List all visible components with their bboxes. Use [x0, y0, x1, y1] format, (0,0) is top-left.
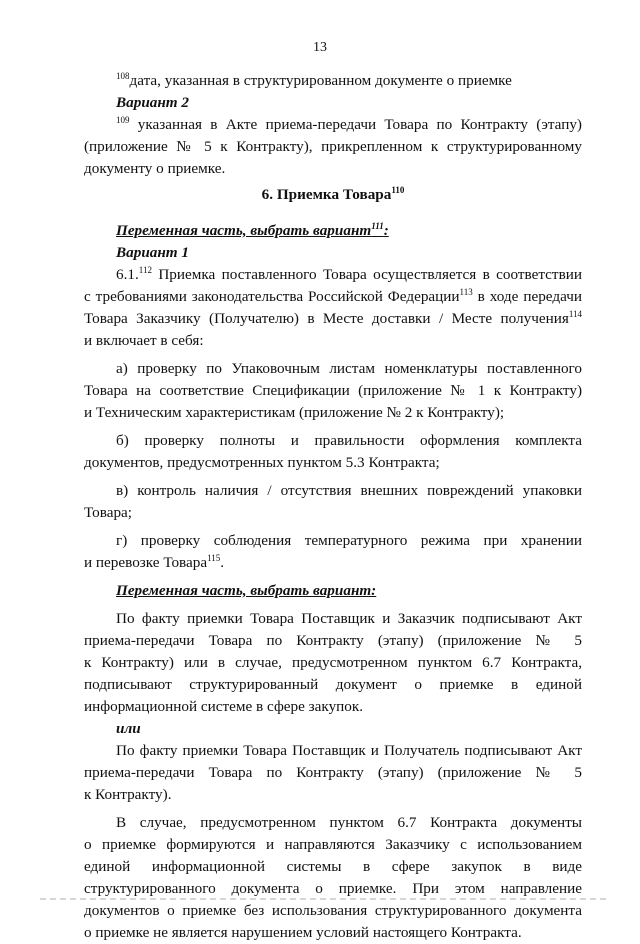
paragraph-line: информационной системе в сфере закупок. — [84, 698, 364, 715]
list-line: г) проверку соблюдения температурного режима при хранении — [116, 532, 582, 549]
section-heading — [84, 184, 582, 206]
clause-line — [84, 308, 582, 330]
footnote-ref: 111 — [371, 220, 384, 231]
footnote-line: документу о приемке. — [84, 160, 226, 177]
list-item-g — [84, 530, 582, 574]
footnote-number: 108 — [116, 70, 130, 81]
paragraph-line: единой информационной системы в сфере закупок в виде — [84, 858, 582, 875]
list-line — [84, 552, 582, 574]
paragraph-line: В случае, предусмотренном пунктом 6.7 Контракта документы — [116, 814, 582, 831]
clause-line — [84, 264, 582, 286]
paragraph-line: о приемке не является нарушением условий настоящего Контракта. — [84, 924, 522, 941]
footnote-ref: 115 — [207, 552, 221, 563]
paragraph-line: приема-передачи Товара по Контракту (этапу) (приложение № 5 — [84, 764, 582, 781]
clause-line: и включает в себя: — [84, 332, 204, 349]
paragraph-line: приема-передачи Товара по Контракту (этапу) (приложение № 5 — [84, 632, 582, 649]
list-line: и Техническим характеристикам (приложение № 2 к Контракту); — [84, 404, 505, 421]
section-title: 6. Приемка Товара — [261, 186, 392, 203]
footnote-ref: 112 — [138, 264, 152, 275]
variable-part-heading-2: Переменная часть, выбрать вариант: — [116, 582, 377, 599]
paragraph-line: подписывают структурированный документ о приемке в единой — [84, 676, 582, 693]
variable-part-text: Переменная часть, выбрать вариант — [116, 222, 372, 239]
clause-text: Товара Заказчику (Получателю) в Месте доставки / Месте получения — [84, 310, 569, 327]
list-text: и перевозке Товара — [84, 554, 208, 571]
variant-1-label: Вариант 1 — [116, 244, 189, 261]
clause-text: Приемка поставленного Товара осуществляется в соответствии — [151, 266, 582, 283]
clause-number: 6.1. — [116, 266, 139, 283]
section-footnote-ref: 110 — [391, 184, 405, 195]
paragraph-line: структурированного документа о приемке. При этом направление — [84, 880, 582, 897]
list-line: б) проверку полноты и правильности оформления комплекта — [116, 432, 582, 449]
list-item-v — [84, 480, 582, 524]
list-item-b — [84, 430, 582, 474]
paragraph-line: По факту приемки Товара Поставщик и Получатель подписывают Акт — [116, 742, 582, 759]
list-text: . — [220, 554, 225, 571]
footnote-108 — [84, 70, 582, 92]
list-line: документов, предусмотренных пунктом 5.3 Контракта; — [84, 454, 440, 471]
paragraph-line: По факту приемки Товара Поставщик и Заказчик подписывают Акт — [116, 610, 582, 627]
paragraph-acceptance-customer — [84, 608, 582, 718]
footnote-ref: 113 — [459, 286, 473, 297]
paragraph-structured-document — [84, 812, 582, 944]
list-line: а) проверку по Упаковочным листам номенклатуры поставленного — [116, 360, 582, 377]
scan-edge — [40, 898, 610, 900]
variable-part-colon: : — [383, 222, 389, 239]
footnote-line — [84, 114, 582, 136]
paragraph-line: документов о приемке без использования структурированного документа — [84, 902, 582, 919]
paragraph-acceptance-recipient — [84, 740, 582, 806]
paragraph-line: к Контракту). — [84, 786, 172, 803]
paragraph-line: к Контракту) или в случае, предусмотренном пунктом 6.7 Контракта, — [84, 654, 582, 671]
footnote-text: дата, указанная в структурированном документе о приемке — [129, 72, 512, 89]
footnote-line: (приложение № 5 к Контракту), прикрепленном к структурированному — [84, 138, 582, 155]
paragraph-line: о приемке формируются и направляются Заказчику с использованием — [84, 836, 582, 853]
clause-line — [84, 286, 582, 308]
clause-text: в ходе передачи — [472, 288, 582, 305]
variable-part-heading — [84, 220, 582, 242]
list-line: в) контроль наличия / отсутствия внешних повреждений упаковки — [116, 482, 582, 499]
clause-text: с требованиями законодательства Российской Федерации — [84, 288, 460, 305]
list-line: Товара; — [84, 504, 132, 521]
footnote-text: указанная в Акте приема-передачи Товара по Контракту (этапу) — [129, 116, 582, 133]
clause-6-1 — [84, 264, 582, 352]
variant-2-label: Вариант 2 — [116, 94, 189, 111]
footnote-number: 109 — [116, 114, 130, 125]
page-number: 13 — [313, 40, 327, 55]
or-label: или — [116, 720, 141, 737]
list-line: Товара на соответствие Спецификации (приложение № 1 к Контракту) — [84, 382, 582, 399]
footnote-ref: 114 — [568, 308, 582, 319]
list-item-a — [84, 358, 582, 424]
footnote-109 — [84, 114, 582, 180]
page-content — [84, 70, 582, 944]
